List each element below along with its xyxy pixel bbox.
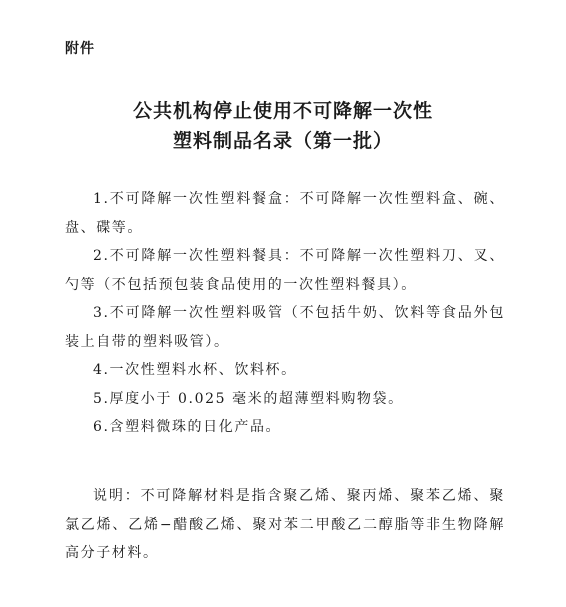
- attachment-label: 附件: [65, 41, 95, 57]
- list-item-6: 6.含塑料微珠的日化产品。: [93, 419, 282, 435]
- list-item-1: 1.不可降解一次性塑料餐盒：不可降解一次性塑料盒、碗、盘、碟等。: [65, 191, 505, 236]
- list-item-2: 2.不可降解一次性塑料餐具：不可降解一次性塑料刀、叉、勺等（不包括预包装食品使用的一次性塑料餐具）。: [65, 248, 505, 293]
- list-item-3: 3.不可降解一次性塑料吸管（不包括牛奶、饮料等食品外包装上自带的塑料吸管）。: [65, 305, 505, 350]
- document-title-line-1: 公共机构停止使用不可降解一次性: [132, 100, 433, 122]
- note-section: [65, 482, 505, 568]
- list-item-4: 4.一次性塑料水杯、饮料杯。: [93, 362, 297, 378]
- list-item-5: 5.厚度小于 0.025 毫米的超薄塑料购物袋。: [93, 390, 404, 407]
- note-text: 说明：不可降解材料是指含聚乙烯、聚丙烯、聚苯乙烯、聚氯乙烯、乙烯−醋酸乙烯、聚对苯二甲酸乙二醇脂等非生物降解高分子材料。: [65, 488, 505, 561]
- document-title-line-2: 塑料制品名录（第一批）: [172, 130, 393, 152]
- item-list: [65, 185, 505, 442]
